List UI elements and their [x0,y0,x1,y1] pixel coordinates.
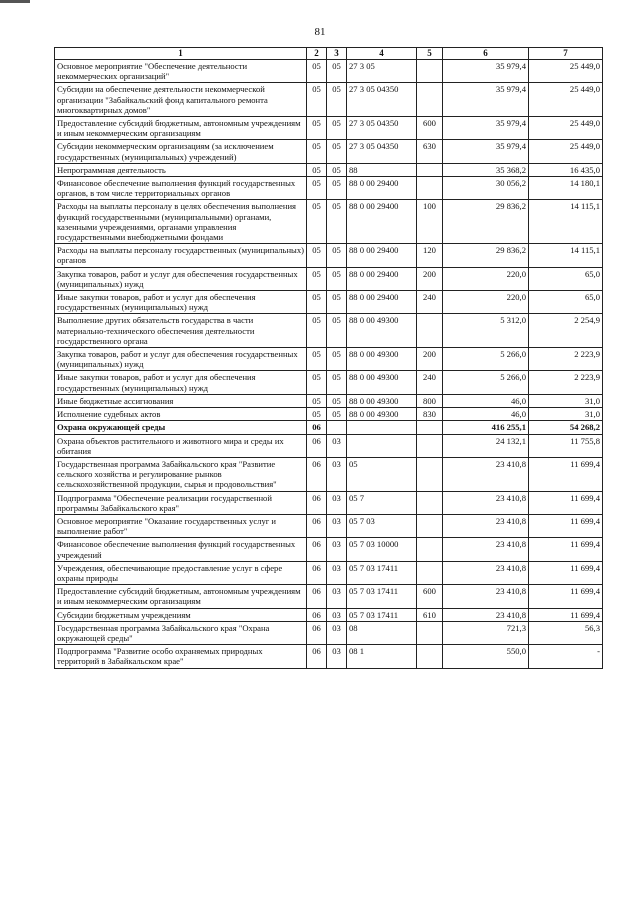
cell-expense-type [417,60,443,83]
column-header: 1 [55,48,307,60]
cell-subsection: 05 [327,408,347,421]
cell-section: 05 [307,244,327,267]
cell-target-article: 88 0 00 29400 [347,291,417,314]
cell-expense-type [417,514,443,537]
cell-target-article: 27 3 05 04350 [347,117,417,140]
table-row [55,538,603,561]
cell-amount-executed: 56,3 [529,621,603,644]
cell-section: 06 [307,645,327,668]
cell-subsection: 05 [327,200,347,244]
cell-subsection: 05 [327,291,347,314]
cell-amount-executed: 25 449,0 [529,83,603,117]
cell-amount-planned: 29 836,2 [443,244,529,267]
cell-expense-type: 240 [417,291,443,314]
table-row [55,140,603,163]
cell-amount-executed: 11 699,4 [529,514,603,537]
cell-section: 05 [307,314,327,348]
table-row [55,291,603,314]
cell-amount-planned: 29 836,2 [443,200,529,244]
cell-amount-executed: 2 254,9 [529,314,603,348]
cell-name: Субсидии некоммерческим организациям (за исключением государственных (муниципальных) учреждений) [55,140,307,163]
cell-subsection: 03 [327,561,347,584]
cell-amount-planned: 46,0 [443,394,529,407]
cell-amount-planned: 5 266,0 [443,348,529,371]
column-header: 4 [347,48,417,60]
cell-expense-type [417,457,443,491]
cell-section: 06 [307,538,327,561]
table-row [55,408,603,421]
cell-target-article: 88 0 00 29400 [347,200,417,244]
table-row [55,244,603,267]
cell-subsection: 05 [327,163,347,176]
cell-amount-planned: 5 312,0 [443,314,529,348]
cell-expense-type: 600 [417,117,443,140]
cell-section: 06 [307,491,327,514]
cell-target-article: 27 3 05 [347,60,417,83]
cell-amount-executed: 65,0 [529,291,603,314]
cell-expense-type: 120 [417,244,443,267]
cell-target-article: 05 7 03 17411 [347,561,417,584]
cell-expense-type: 600 [417,585,443,608]
cell-amount-planned: 23 410,8 [443,457,529,491]
cell-name: Финансовое обеспечение выполнения функций государственных учреждений [55,538,307,561]
column-header: 6 [443,48,529,60]
cell-name: Субсидии на обеспечение деятельности некоммерческой организации "Забайкальский фонд капитального ремонта многоквартирных домов" [55,83,307,117]
table-row [55,200,603,244]
cell-target-article: 88 0 00 29400 [347,244,417,267]
cell-target-article: 88 0 00 49300 [347,348,417,371]
cell-expense-type [417,177,443,200]
cell-target-article: 88 0 00 49300 [347,371,417,394]
cell-amount-planned: 35 979,4 [443,117,529,140]
cell-subsection: 03 [327,608,347,621]
cell-amount-executed: 2 223,9 [529,371,603,394]
cell-expense-type [417,314,443,348]
cell-subsection: 05 [327,117,347,140]
cell-target-article: 05 7 03 10000 [347,538,417,561]
table-row [55,608,603,621]
cell-name: Иные закупки товаров, работ и услуг для обеспечения государственных (муниципальных) нужд [55,371,307,394]
cell-name: Непрограммная деятельность [55,163,307,176]
cell-amount-executed: 11 699,4 [529,457,603,491]
table-row [55,514,603,537]
scan-corner-mark [0,0,30,3]
column-header: 7 [529,48,603,60]
cell-target-article: 88 0 00 49300 [347,314,417,348]
cell-expense-type [417,645,443,668]
cell-section: 05 [307,200,327,244]
column-header: 2 [307,48,327,60]
cell-amount-planned: 23 410,8 [443,561,529,584]
cell-amount-planned: 23 410,8 [443,514,529,537]
cell-amount-planned: 416 255,1 [443,421,529,434]
cell-amount-planned: 35 368,2 [443,163,529,176]
cell-expense-type [417,83,443,117]
cell-amount-planned: 220,0 [443,291,529,314]
cell-expense-type [417,163,443,176]
cell-target-article [347,434,417,457]
cell-section: 05 [307,267,327,290]
cell-amount-planned: 721,3 [443,621,529,644]
cell-amount-planned: 220,0 [443,267,529,290]
cell-subsection [327,421,347,434]
table-row [55,394,603,407]
cell-target-article: 05 7 03 [347,514,417,537]
cell-target-article: 88 0 00 29400 [347,177,417,200]
cell-amount-planned: 23 410,8 [443,608,529,621]
cell-amount-planned: 46,0 [443,408,529,421]
cell-amount-planned: 30 056,2 [443,177,529,200]
table-row [55,561,603,584]
cell-subsection: 03 [327,514,347,537]
cell-expense-type [417,491,443,514]
cell-name: Расходы на выплаты персоналу государственных (муниципальных) органов [55,244,307,267]
table-row [55,348,603,371]
cell-subsection: 05 [327,83,347,117]
cell-target-article: 27 3 05 04350 [347,83,417,117]
column-header: 5 [417,48,443,60]
cell-name: Учреждения, обеспечивающие предоставление услуг в сфере охраны природы [55,561,307,584]
cell-amount-planned: 35 979,4 [443,140,529,163]
table-row [55,371,603,394]
cell-target-article: 05 7 03 17411 [347,585,417,608]
cell-name: Финансовое обеспечение выполнения функций государственных органов, в том числе территориальных органов [55,177,307,200]
cell-amount-executed: 11 699,4 [529,491,603,514]
cell-name: Охрана объектов растительного и животного мира и среды их обитания [55,434,307,457]
cell-expense-type: 630 [417,140,443,163]
cell-subsection: 05 [327,60,347,83]
cell-subsection: 05 [327,244,347,267]
cell-section: 05 [307,117,327,140]
cell-name: Закупка товаров, работ и услуг для обеспечения государственных (муниципальных) нужд [55,267,307,290]
cell-name: Охрана окружающей среды [55,421,307,434]
cell-amount-executed: 11 699,4 [529,538,603,561]
cell-expense-type: 100 [417,200,443,244]
cell-name: Выполнение других обязательств государства в части материально-технического обеспечения деятельности государственного органа [55,314,307,348]
cell-target-article: 08 1 [347,645,417,668]
cell-amount-executed: 25 449,0 [529,140,603,163]
cell-section: 05 [307,408,327,421]
cell-subsection: 05 [327,314,347,348]
cell-amount-planned: 5 266,0 [443,371,529,394]
cell-subsection: 03 [327,538,347,561]
cell-target-article: 88 0 00 49300 [347,408,417,421]
table-row [55,491,603,514]
cell-amount-executed: 11 755,8 [529,434,603,457]
table-row [55,621,603,644]
cell-section: 05 [307,140,327,163]
cell-name: Иные бюджетные ассигнования [55,394,307,407]
budget-table [54,47,603,669]
cell-amount-executed: 54 268,2 [529,421,603,434]
cell-name: Субсидии бюджетным учреждениям [55,608,307,621]
cell-target-article: 08 [347,621,417,644]
cell-name: Иные закупки товаров, работ и услуг для обеспечения государственных (муниципальных) нужд [55,291,307,314]
cell-expense-type: 200 [417,348,443,371]
cell-section: 06 [307,457,327,491]
cell-section: 05 [307,394,327,407]
cell-subsection: 03 [327,645,347,668]
cell-amount-executed: - [529,645,603,668]
cell-amount-planned: 23 410,8 [443,538,529,561]
cell-target-article: 88 [347,163,417,176]
cell-amount-executed: 25 449,0 [529,60,603,83]
cell-amount-executed: 31,0 [529,408,603,421]
cell-subsection: 03 [327,621,347,644]
cell-name: Государственная программа Забайкальского края "Развитие сельского хозяйства и регулирование рынков сельскохозяйственной продукции, сырья и продовольствия" [55,457,307,491]
cell-expense-type: 240 [417,371,443,394]
table-row [55,267,603,290]
cell-expense-type: 610 [417,608,443,621]
table-row [55,457,603,491]
cell-target-article: 05 7 03 17411 [347,608,417,621]
cell-target-article [347,421,417,434]
cell-subsection: 05 [327,140,347,163]
cell-amount-executed: 11 699,4 [529,608,603,621]
cell-name: Расходы на выплаты персоналу в целях обеспечения выполнения функций государственными (муниципальными) органами, казенными учреждениями, органами управления государственными внебюджетными фондами [55,200,307,244]
cell-section: 06 [307,434,327,457]
cell-name: Основное мероприятие "Обеспечение деятельности некоммерческих организаций" [55,60,307,83]
cell-name: Государственная программа Забайкальского края "Охрана окружающей среды" [55,621,307,644]
cell-amount-executed: 31,0 [529,394,603,407]
cell-amount-planned: 23 410,8 [443,491,529,514]
cell-amount-executed: 11 699,4 [529,585,603,608]
cell-section: 06 [307,621,327,644]
cell-section: 05 [307,163,327,176]
cell-section: 06 [307,585,327,608]
cell-subsection: 05 [327,177,347,200]
page-number: 81 [314,26,326,38]
table-body [55,60,603,669]
cell-subsection: 03 [327,491,347,514]
cell-expense-type: 830 [417,408,443,421]
table-row [55,645,603,668]
cell-target-article: 88 0 00 49300 [347,394,417,407]
cell-name: Основное мероприятие "Оказание государственных услуг и выполнение работ" [55,514,307,537]
cell-section: 05 [307,60,327,83]
cell-section: 05 [307,348,327,371]
table-row [55,83,603,117]
cell-section: 05 [307,83,327,117]
cell-amount-executed: 14 180,1 [529,177,603,200]
table-row [55,421,603,434]
cell-expense-type: 800 [417,394,443,407]
cell-amount-planned: 35 979,4 [443,60,529,83]
cell-amount-executed: 14 115,1 [529,244,603,267]
table-row [55,585,603,608]
column-header: 3 [327,48,347,60]
cell-name: Предоставление субсидий бюджетным, автономным учреждениям и иным некоммерческим организациям [55,117,307,140]
table-row [55,117,603,140]
cell-subsection: 05 [327,348,347,371]
cell-target-article: 05 7 [347,491,417,514]
table-row [55,314,603,348]
cell-target-article: 88 0 00 29400 [347,267,417,290]
cell-name: Подпрограмма "Развитие особо охраняемых природных территорий в Забайкальском крае" [55,645,307,668]
cell-expense-type: 200 [417,267,443,290]
cell-section: 05 [307,177,327,200]
table-row [55,60,603,83]
cell-expense-type [417,621,443,644]
cell-amount-executed: 11 699,4 [529,561,603,584]
cell-amount-planned: 24 132,1 [443,434,529,457]
cell-name: Закупка товаров, работ и услуг для обеспечения государственных (муниципальных) нужд [55,348,307,371]
cell-name: Предоставление субсидий бюджетным, автономным учреждениям и иным некоммерческим организациям [55,585,307,608]
table-header-row [55,48,603,60]
cell-section: 06 [307,514,327,537]
cell-expense-type [417,538,443,561]
cell-subsection: 03 [327,457,347,491]
cell-section: 06 [307,561,327,584]
cell-subsection: 05 [327,394,347,407]
cell-amount-executed: 2 223,9 [529,348,603,371]
cell-subsection: 05 [327,371,347,394]
cell-name: Исполнение судебных актов [55,408,307,421]
cell-section: 05 [307,371,327,394]
cell-amount-executed: 16 435,0 [529,163,603,176]
cell-expense-type [417,561,443,584]
cell-subsection: 05 [327,267,347,290]
cell-amount-planned: 23 410,8 [443,585,529,608]
cell-target-article: 27 3 05 04350 [347,140,417,163]
table-row [55,434,603,457]
cell-section: 06 [307,608,327,621]
cell-subsection: 03 [327,434,347,457]
cell-name: Подпрограмма "Обеспечение реализации государственной программы Забайкальского края" [55,491,307,514]
cell-amount-planned: 550,0 [443,645,529,668]
table-row [55,163,603,176]
cell-expense-type [417,421,443,434]
cell-subsection: 03 [327,585,347,608]
cell-target-article: 05 [347,457,417,491]
cell-amount-planned: 35 979,4 [443,83,529,117]
cell-section: 05 [307,291,327,314]
cell-amount-executed: 25 449,0 [529,117,603,140]
cell-amount-executed: 14 115,1 [529,200,603,244]
table-row [55,177,603,200]
cell-expense-type [417,434,443,457]
cell-amount-executed: 65,0 [529,267,603,290]
cell-section: 06 [307,421,327,434]
